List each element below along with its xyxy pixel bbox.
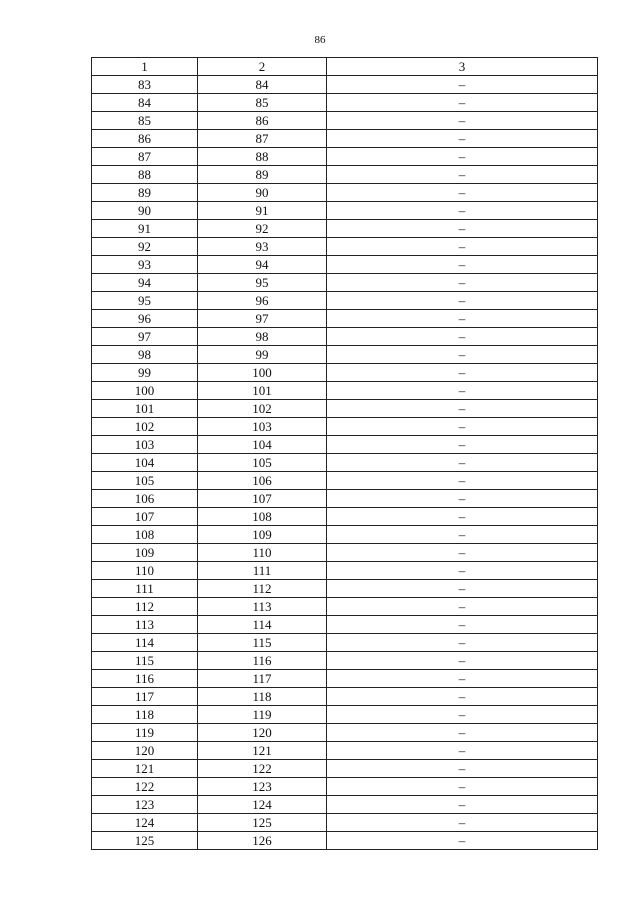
- table-cell-col-1: 97: [92, 328, 198, 346]
- table-cell-col-1: 114: [92, 634, 198, 652]
- table-row: [92, 688, 598, 706]
- table-row: [92, 598, 598, 616]
- table-row: [92, 310, 598, 328]
- table-cell-col-1: 110: [92, 562, 198, 580]
- table-cell-col-1: 115: [92, 652, 198, 670]
- table-cell-col-2: 99: [198, 346, 327, 364]
- table-cell-col-3: –: [327, 724, 598, 742]
- table-cell-col-1: 93: [92, 256, 198, 274]
- table-row: [92, 274, 598, 292]
- table-cell-col-2: 87: [198, 130, 327, 148]
- table-cell-col-3: –: [327, 148, 598, 166]
- table-body: [92, 76, 598, 850]
- table-cell-col-3: –: [327, 652, 598, 670]
- table-cell-col-2: 124: [198, 796, 327, 814]
- table-cell-col-3: –: [327, 562, 598, 580]
- table-cell-col-2: 111: [198, 562, 327, 580]
- table-cell-col-1: 109: [92, 544, 198, 562]
- table-cell-col-3: –: [327, 544, 598, 562]
- table-cell-col-3: –: [327, 310, 598, 328]
- table-row: [92, 742, 598, 760]
- table-cell-col-2: 122: [198, 760, 327, 778]
- table-cell-col-2: 89: [198, 166, 327, 184]
- table-cell-col-2: 126: [198, 832, 327, 850]
- table-cell-col-2: 88: [198, 148, 327, 166]
- table-cell-col-3: –: [327, 742, 598, 760]
- table-cell-col-1: 119: [92, 724, 198, 742]
- table-cell-col-2: 118: [198, 688, 327, 706]
- table-row: [92, 562, 598, 580]
- table-cell-col-2: 103: [198, 418, 327, 436]
- table-cell-col-3: –: [327, 328, 598, 346]
- table-cell-col-2: 119: [198, 706, 327, 724]
- table-cell-col-2: 94: [198, 256, 327, 274]
- table-cell-col-1: 86: [92, 130, 198, 148]
- table-cell-col-2: 96: [198, 292, 327, 310]
- table-cell-col-2: 84: [198, 76, 327, 94]
- table-cell-col-1: 87: [92, 148, 198, 166]
- table-row: [92, 94, 598, 112]
- table-cell-col-2: 104: [198, 436, 327, 454]
- table-cell-col-2: 85: [198, 94, 327, 112]
- table-cell-col-3: –: [327, 238, 598, 256]
- table-row: [92, 184, 598, 202]
- table-cell-col-3: –: [327, 256, 598, 274]
- table-cell-col-1: 92: [92, 238, 198, 256]
- table-row: [92, 670, 598, 688]
- table-cell-col-2: 93: [198, 238, 327, 256]
- table-row: [92, 418, 598, 436]
- table-cell-col-3: –: [327, 526, 598, 544]
- table-cell-col-1: 107: [92, 508, 198, 526]
- table-cell-col-1: 106: [92, 490, 198, 508]
- table-cell-col-3: –: [327, 490, 598, 508]
- table-cell-col-3: –: [327, 832, 598, 850]
- table-cell-col-3: –: [327, 670, 598, 688]
- column-header-2: 2: [198, 58, 327, 76]
- table-cell-col-2: 110: [198, 544, 327, 562]
- table-cell-col-2: 112: [198, 580, 327, 598]
- table-cell-col-2: 98: [198, 328, 327, 346]
- table-cell-col-1: 113: [92, 616, 198, 634]
- table-row: [92, 580, 598, 598]
- table-row: [92, 328, 598, 346]
- table-row: [92, 256, 598, 274]
- table-cell-col-1: 98: [92, 346, 198, 364]
- table-cell-col-3: –: [327, 688, 598, 706]
- table-row: [92, 346, 598, 364]
- table-cell-col-1: 118: [92, 706, 198, 724]
- table-cell-col-3: –: [327, 580, 598, 598]
- table-row: [92, 508, 598, 526]
- table-cell-col-3: –: [327, 796, 598, 814]
- table-row: [92, 544, 598, 562]
- table-cell-col-3: –: [327, 616, 598, 634]
- table-cell-col-3: –: [327, 274, 598, 292]
- table-row: [92, 436, 598, 454]
- table-cell-col-3: –: [327, 760, 598, 778]
- table-cell-col-2: 109: [198, 526, 327, 544]
- table-cell-col-3: –: [327, 508, 598, 526]
- table-cell-col-3: –: [327, 292, 598, 310]
- table-cell-col-3: –: [327, 130, 598, 148]
- table-cell-col-1: 99: [92, 364, 198, 382]
- table-cell-col-2: 100: [198, 364, 327, 382]
- table-row: [92, 202, 598, 220]
- table-cell-col-1: 91: [92, 220, 198, 238]
- table-row: [92, 238, 598, 256]
- table-cell-col-1: 116: [92, 670, 198, 688]
- table-cell-col-2: 125: [198, 814, 327, 832]
- table-row: [92, 112, 598, 130]
- table-cell-col-1: 90: [92, 202, 198, 220]
- table-cell-col-3: –: [327, 706, 598, 724]
- table-cell-col-3: –: [327, 598, 598, 616]
- table-cell-col-1: 123: [92, 796, 198, 814]
- table-cell-col-3: –: [327, 436, 598, 454]
- table-cell-col-3: –: [327, 166, 598, 184]
- table-cell-col-1: 102: [92, 418, 198, 436]
- table-cell-col-3: –: [327, 634, 598, 652]
- table-cell-col-2: 115: [198, 634, 327, 652]
- table-cell-col-3: –: [327, 814, 598, 832]
- table-row: [92, 634, 598, 652]
- table-cell-col-2: 105: [198, 454, 327, 472]
- table-cell-col-2: 97: [198, 310, 327, 328]
- table-cell-col-1: 89: [92, 184, 198, 202]
- table-cell-col-2: 91: [198, 202, 327, 220]
- page-number: 86: [314, 34, 326, 46]
- table-cell-col-1: 100: [92, 382, 198, 400]
- table-cell-col-3: –: [327, 418, 598, 436]
- table-row: [92, 760, 598, 778]
- table-cell-col-2: 86: [198, 112, 327, 130]
- table-cell-col-2: 90: [198, 184, 327, 202]
- table-row: [92, 616, 598, 634]
- table-cell-col-2: 95: [198, 274, 327, 292]
- table-cell-col-3: –: [327, 76, 598, 94]
- table-cell-col-1: 125: [92, 832, 198, 850]
- table-cell-col-1: 104: [92, 454, 198, 472]
- table-row: [92, 148, 598, 166]
- table-cell-col-1: 121: [92, 760, 198, 778]
- table-cell-col-2: 121: [198, 742, 327, 760]
- table-cell-col-1: 84: [92, 94, 198, 112]
- table-cell-col-2: 102: [198, 400, 327, 418]
- table-cell-col-1: 95: [92, 292, 198, 310]
- table-cell-col-2: 106: [198, 472, 327, 490]
- table-cell-col-1: 88: [92, 166, 198, 184]
- table-row: [92, 724, 598, 742]
- table-cell-col-1: 103: [92, 436, 198, 454]
- table-cell-col-2: 123: [198, 778, 327, 796]
- table-row: [92, 382, 598, 400]
- table-cell-col-2: 101: [198, 382, 327, 400]
- table-row: [92, 472, 598, 490]
- table-cell-col-1: 85: [92, 112, 198, 130]
- table-row: [92, 490, 598, 508]
- table-cell-col-2: 108: [198, 508, 327, 526]
- table-cell-col-1: 124: [92, 814, 198, 832]
- table-row: [92, 796, 598, 814]
- table-cell-col-1: 96: [92, 310, 198, 328]
- table-row: [92, 292, 598, 310]
- table-row: [92, 220, 598, 238]
- table-cell-col-1: 108: [92, 526, 198, 544]
- table-row: [92, 364, 598, 382]
- table-cell-col-3: –: [327, 112, 598, 130]
- table-cell-col-3: –: [327, 382, 598, 400]
- table-row: [92, 778, 598, 796]
- table-cell-col-3: –: [327, 184, 598, 202]
- table-cell-col-2: 113: [198, 598, 327, 616]
- table-cell-col-1: 83: [92, 76, 198, 94]
- table-row: [92, 130, 598, 148]
- column-header-3: 3: [327, 58, 598, 76]
- data-table: [91, 57, 598, 850]
- table-row: [92, 706, 598, 724]
- table-row: [92, 526, 598, 544]
- table-cell-col-2: 92: [198, 220, 327, 238]
- table-cell-col-2: 107: [198, 490, 327, 508]
- table-cell-col-1: 105: [92, 472, 198, 490]
- table-cell-col-1: 120: [92, 742, 198, 760]
- table-cell-col-2: 117: [198, 670, 327, 688]
- table-cell-col-3: –: [327, 778, 598, 796]
- table-row: [92, 76, 598, 94]
- table-row: [92, 832, 598, 850]
- table-cell-col-3: –: [327, 94, 598, 112]
- table-cell-col-3: –: [327, 346, 598, 364]
- column-header-1: 1: [92, 58, 198, 76]
- table-cell-col-3: –: [327, 364, 598, 382]
- table-header-row: [92, 58, 598, 76]
- table-cell-col-1: 112: [92, 598, 198, 616]
- table-cell-col-3: –: [327, 400, 598, 418]
- table-cell-col-3: –: [327, 472, 598, 490]
- table-cell-col-3: –: [327, 454, 598, 472]
- table-row: [92, 166, 598, 184]
- table-cell-col-1: 94: [92, 274, 198, 292]
- table-row: [92, 454, 598, 472]
- table-row: [92, 814, 598, 832]
- table-cell-col-1: 111: [92, 580, 198, 598]
- table-cell-col-2: 114: [198, 616, 327, 634]
- table-cell-col-2: 116: [198, 652, 327, 670]
- table-row: [92, 400, 598, 418]
- table-row: [92, 652, 598, 670]
- table-cell-col-1: 122: [92, 778, 198, 796]
- table-cell-col-3: –: [327, 202, 598, 220]
- table-cell-col-1: 117: [92, 688, 198, 706]
- table-cell-col-3: –: [327, 220, 598, 238]
- table-cell-col-1: 101: [92, 400, 198, 418]
- table-cell-col-2: 120: [198, 724, 327, 742]
